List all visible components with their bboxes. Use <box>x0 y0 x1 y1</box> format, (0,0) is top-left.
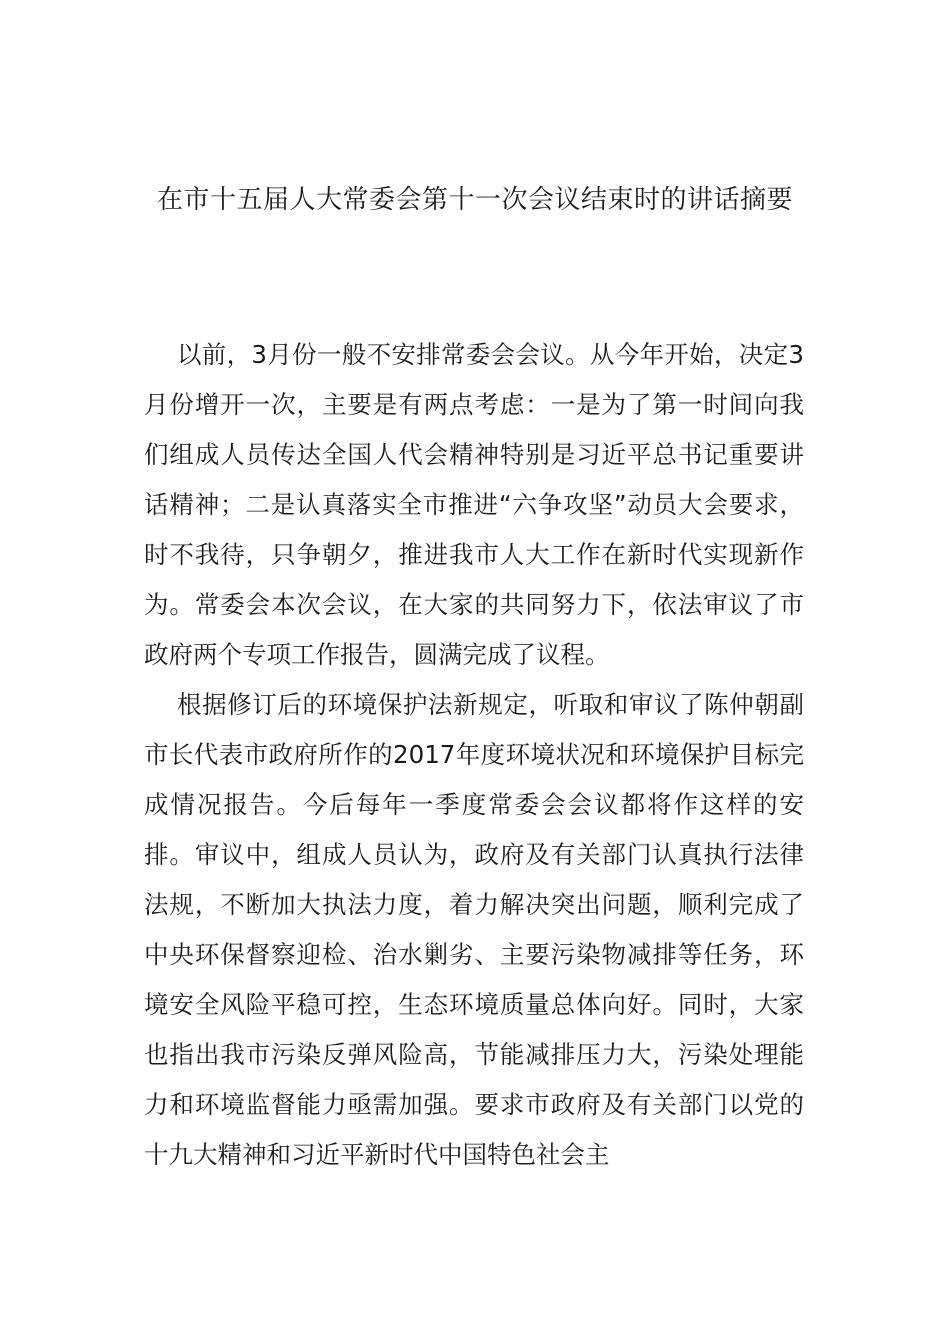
document-body <box>144 330 804 1180</box>
document-title: 在市十五届人大常委会第十一次会议结束时的讲话摘要 <box>156 185 793 215</box>
paragraph-2: 根据修订后的环境保护法新规定，听取和审议了陈仲朝副市长代表市政府所作的2017年度环境状况和环境保护目标完成情况报告。今后每年一季度常委会会议都将作这样的安排。审议中，组成人员认为，政府及有关部门认真执行法律法规，不断加大执法力度，着力解决突出问题，顺利完成了中央环保督察迎检、治水剿劣、主要污染物减排等任务，环境安全风险平稳可控，生态环境质量总体向好。同时，大家也指出我市污染反弹风险高，节能减排压力大，污染处理能力和环境监督能力亟需加强。要求市政府及有关部门以党的十九大精神和习近平新时代中国特色社会主 <box>144 690 804 1169</box>
paragraph-1: 以前，3月份一般不安排常委会会议。从今年开始，决定3月份增开一次，主要是有两点考虑：一是为了第一时间向我们组成人员传达全国人代会精神特别是习近平总书记重要讲话精神；二是认真落实全市推进“六争攻坚”动员大会要求，时不我待，只争朝夕，推进我市人大工作在新时代实现新作为。常委会本次会议，在大家的共同努力下，依法审议了市政府两个专项工作报告，圆满完成了议程。 <box>144 340 804 669</box>
